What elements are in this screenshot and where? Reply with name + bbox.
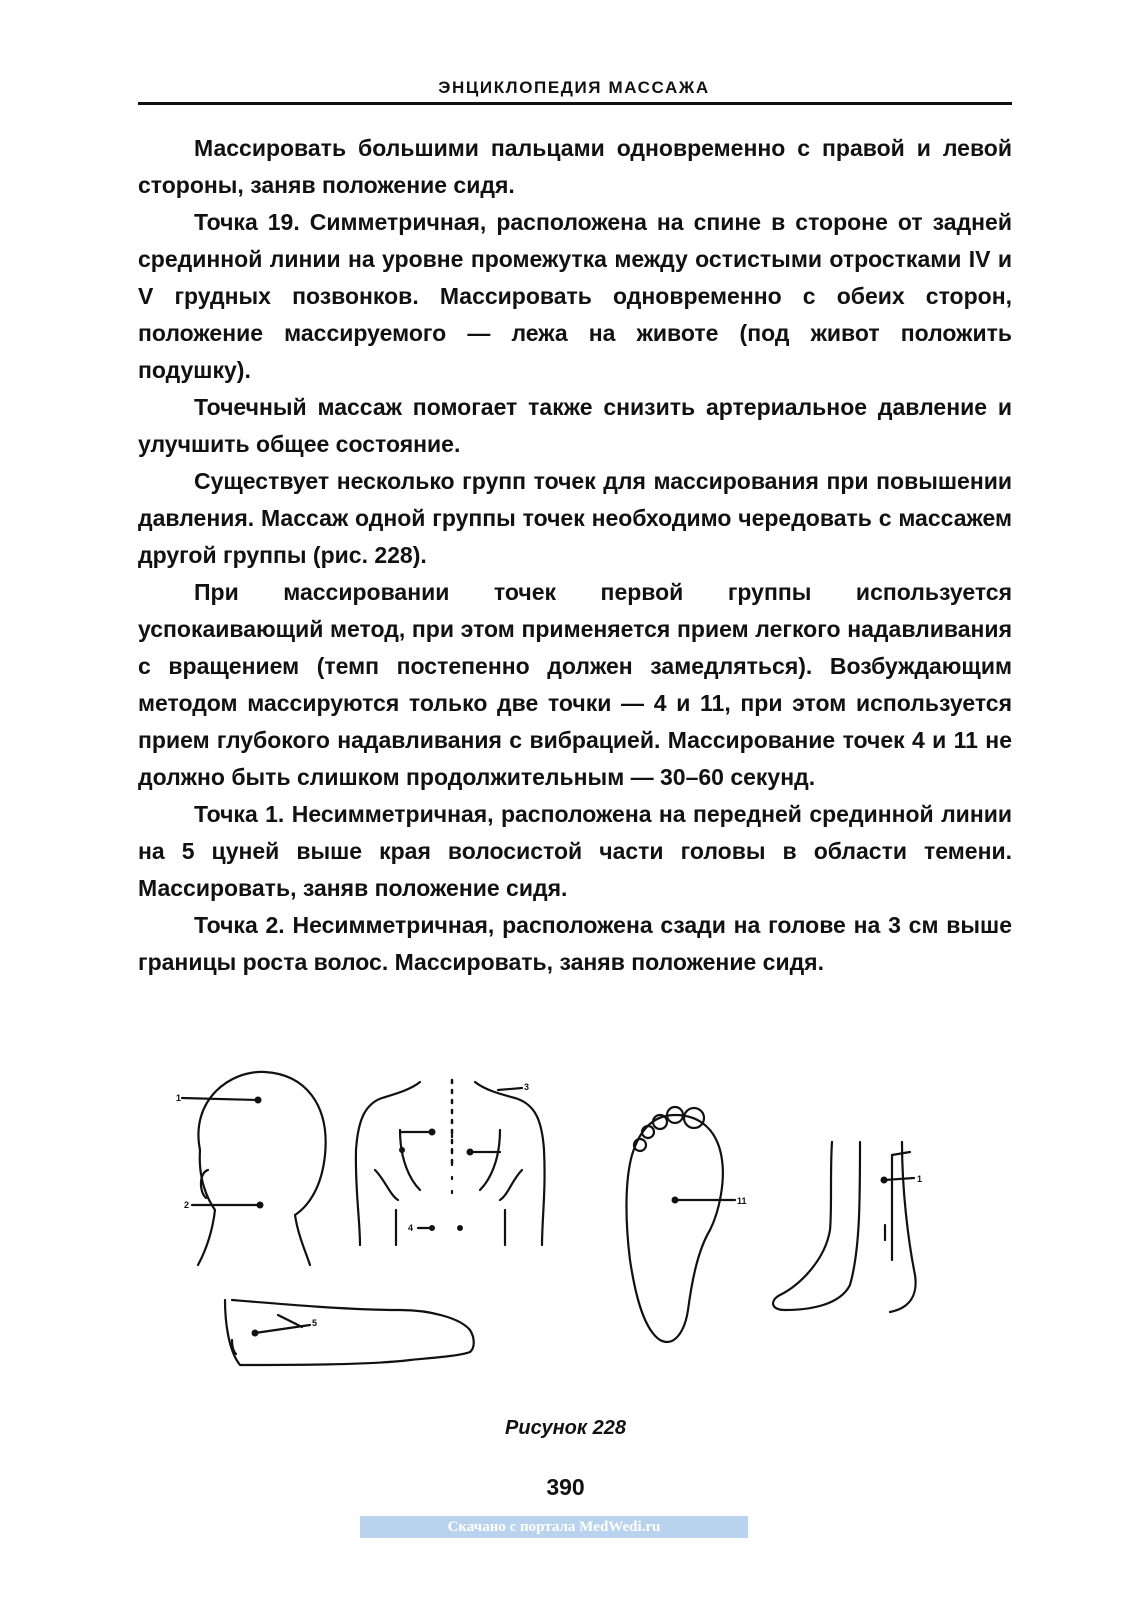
point-label: 1: [176, 1093, 182, 1103]
point-dot: [881, 1177, 888, 1184]
point-label: 5: [312, 1318, 318, 1328]
figure-228: [170, 1060, 950, 1400]
page-number: 390: [546, 1474, 585, 1500]
paragraph: Точка 2. Несимметричная, расположена сзади на голове на 3 см выше границы роста волос. Массировать, заняв положение сидя.: [138, 912, 1012, 975]
point-dot: [429, 1129, 436, 1136]
point-label: 4: [408, 1223, 414, 1233]
massage-points-illustration: [170, 1060, 950, 1400]
running-header: ЭНЦИКЛОПЕДИЯ МАССАЖА: [438, 78, 710, 97]
paragraph: Точечный массаж помогает также снизить артериальное давление и улучшить общее состояние.: [138, 394, 1012, 457]
foot-sole-drawing: [626, 1107, 722, 1342]
point-dot: [467, 1149, 474, 1156]
point-label: 1: [917, 1174, 923, 1184]
massage-point-dots: [252, 1097, 888, 1337]
point-dot: [255, 1097, 262, 1104]
point-dot: [399, 1147, 405, 1153]
header-rule: [138, 102, 1012, 105]
ankle-drawing: [773, 1142, 916, 1312]
paragraph: При массировании точек первой группы используется успокаивающий метод, при этом применяется прием легкого надавливания с вращением (темп постепенно должен замедляться). Возбуждающим методом массируются только две точки — 4 и 11, при этом используется прием глубокого надавливания с вибрацией. Массирование точек 4 и 11 не должно быть слишком продолжительным — 30–60 секунд.: [138, 579, 1012, 790]
figure-caption: Рисунок 228: [505, 1417, 626, 1439]
point-dot: [457, 1225, 463, 1231]
paragraph: Существует несколько групп точек для массирования при повышении давления. Массаж одной группы точек необходимо чередовать с массажем другой группы (рис. 228).: [138, 468, 1012, 568]
paragraph: Массировать большими пальцами одновременно с правой и левой стороны, заняв положение сидя.: [138, 135, 1012, 198]
head-drawing: [198, 1072, 326, 1265]
point-dot: [257, 1202, 264, 1209]
torso-drawing: [356, 1082, 545, 1245]
point-label: 3: [524, 1082, 530, 1092]
point-label: 11: [737, 1196, 747, 1206]
point-dot: [672, 1197, 679, 1204]
body-text: [138, 130, 1012, 981]
point-dot: [429, 1225, 435, 1231]
paragraph: Точка 1. Несимметричная, расположена на передней срединной линии на 5 цуней выше края волосистой части головы в области темени. Массировать, заняв положение сидя.: [138, 801, 1012, 901]
watermark-banner: Скачано с портала MedWedi.ru: [360, 1516, 748, 1538]
point-dot: [252, 1330, 259, 1337]
point-label: 2: [184, 1200, 190, 1210]
paragraph: Точка 19. Симметричная, расположена на спине в стороне от задней срединной линии на уровне промежутка между остистыми отростками IV и V грудных позвонков. Массировать одновременно с обеих сторон, положение массируемого — лежа на животе (под живот положить подушку).: [138, 209, 1012, 383]
